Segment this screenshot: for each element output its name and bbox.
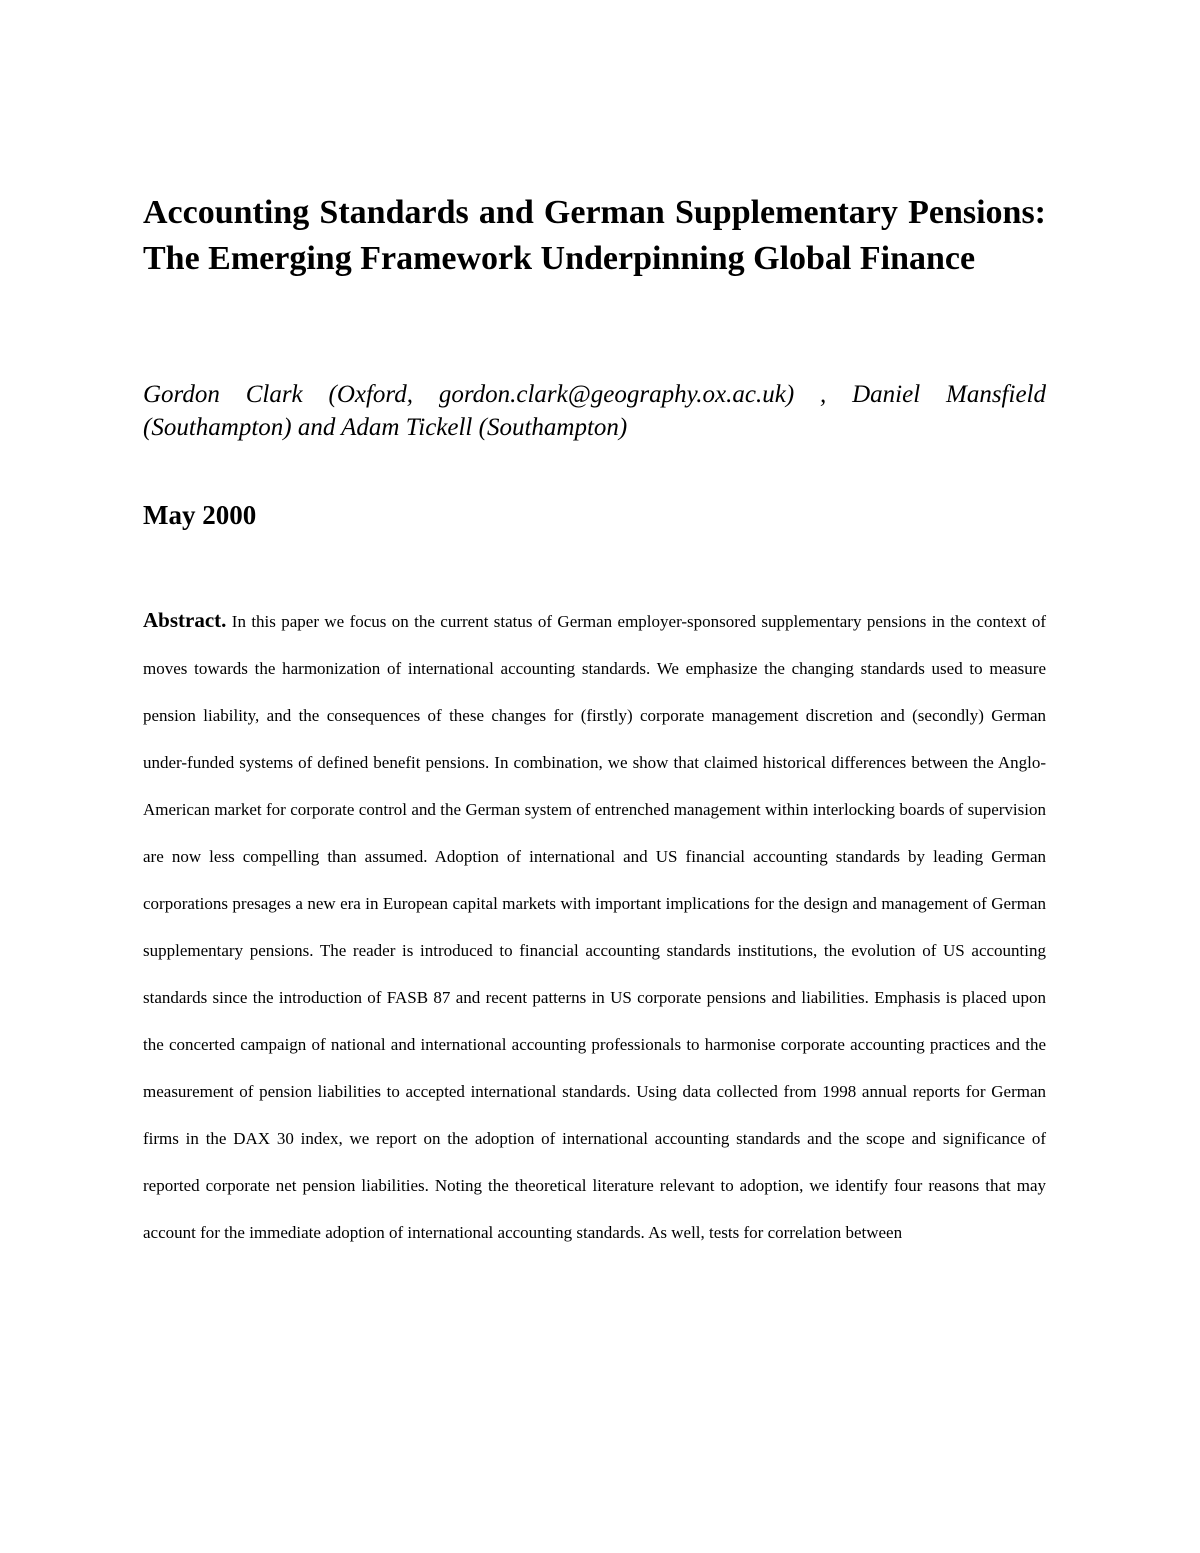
publication-date: May 2000	[143, 500, 257, 530]
abstract-paragraph	[143, 597, 1046, 1256]
abstract-text: In this paper we focus on the current status of German employer-sponsored supplementary pensions in the context of moves towards the harmonization of international accounting standards. We emphasize the changing standards used to measure pension liability, and the consequences of these changes for (firstly) corporate management discretion and (secondly) German under-funded systems of defined benefit pensions. In combination, we show that claimed historical differences between the Anglo-American market for corporate control and the German system of entrenched management within interlocking boards of supervision are now less compelling than assumed. Adoption of international and US financial accounting standards by leading German corporations presages a new era in European capital markets with important implications for the design and management of German supplementary pensions. The reader is introduced to financial accounting standards institutions, the evolution of US accounting standards since the introduction of FASB 87 and recent patterns in US corporate pensions and liabilities. Emphasis is placed upon the concerted campaign of national and international accounting professionals to harmonise corporate accounting practices and the measurement of pension liabilities to accepted international standards. Using data collected from 1998 annual reports for German firms in the DAX 30 index, we report on the adoption of international accounting standards and the scope and significance of reported corporate net pension liabilities. Noting the theoretical literature relevant to adoption, we identify four reasons that may account for the immediate adoption of international accounting standards. As well, tests for correlation between	[143, 612, 1047, 1242]
paper-title: Accounting Standards and German Supplementary Pensions: The Emerging Framework Underpinning Global Finance	[143, 194, 1046, 277]
title-block	[143, 190, 1046, 282]
abstract-label: Abstract.	[143, 608, 227, 632]
author-list: Gordon Clark (Oxford, gordon.clark@geography.ox.ac.uk) , Daniel Mansfield (Southampton) and Adam Tickell (Southampton)	[143, 381, 1046, 441]
